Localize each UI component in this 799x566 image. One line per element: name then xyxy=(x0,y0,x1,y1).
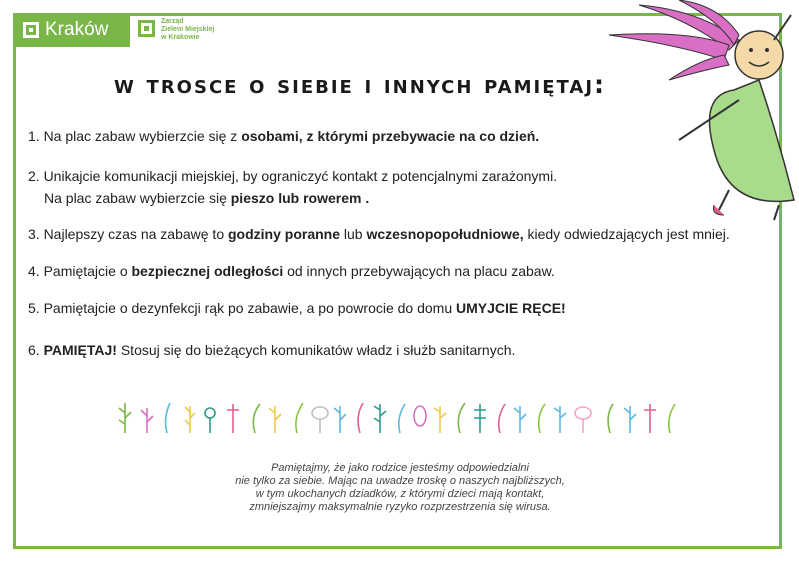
krakow-brand-badge[interactable] xyxy=(13,13,130,47)
rule-1: 1. Na plac zabaw wybierzcie się z osobami, z którymi przebywacie na co dzień. xyxy=(28,128,540,144)
zzm-logo-icon xyxy=(138,20,155,37)
footer-line-1: Pamiętajmy, że jako rodzice jesteśmy odpowiedzialni xyxy=(271,462,529,474)
rule-3: 3. Najlepszy czas na zabawę to godziny poranne lub wczesnopopołudniowe, kiedy odwiedzających jest mniej. xyxy=(28,226,730,242)
decorative-plants xyxy=(115,398,695,438)
krakow-logo-icon xyxy=(23,22,39,38)
girl-dress-icon xyxy=(710,80,795,201)
footer-line-4: zmniejszajmy maksymalnie ryzyko rozprzestrzenia się wirusa. xyxy=(249,501,551,513)
zzm-logo[interactable] xyxy=(138,18,214,42)
rule-2: 2. Unikajcie komunikacji miejskiej, by ograniczyć kontakt z potencjalnymi zarażonymi. xyxy=(28,168,558,184)
footer-line-3: w tym ukochanych dziadków, z którymi dzieci mają kontakt, xyxy=(255,488,545,500)
girl-arm-icon xyxy=(774,15,791,40)
zzm-line-1: Zarząd xyxy=(161,18,184,25)
rule-2-line-2: Na plac zabaw wybierzcie się pieszo lub rowerem . xyxy=(44,190,370,206)
rule-5: 5. Pamiętajcie o dezynfekcji rąk po zabawie, a po powrocie do domu UMYJCIE RĘCE! xyxy=(28,300,566,316)
zzm-line-3: w Krakowie xyxy=(161,34,200,41)
plant-sprigs-icon xyxy=(119,403,675,433)
footer-line-2: nie tylko za siebie. Mając na uwadze troskę o naszych najbliższych, xyxy=(235,475,565,487)
footer-note xyxy=(170,462,630,514)
brand-city-name: Kraków xyxy=(45,19,109,40)
girl-hair-icon xyxy=(609,0,739,80)
zzm-line-2: Zieleni Miejskiej xyxy=(161,26,215,33)
girl-illustration xyxy=(579,0,799,230)
rule-6: 6. PAMIĘTAJ! Stosuj się do bieżących komunikatów władz i służb sanitarnych. xyxy=(28,342,516,358)
rule-4: 4. Pamiętajcie o bezpiecznej odległości od innych przebywających na placu zabaw. xyxy=(28,263,555,279)
page-title: w trosce o siebie i innych pamiętaj: xyxy=(113,70,607,99)
